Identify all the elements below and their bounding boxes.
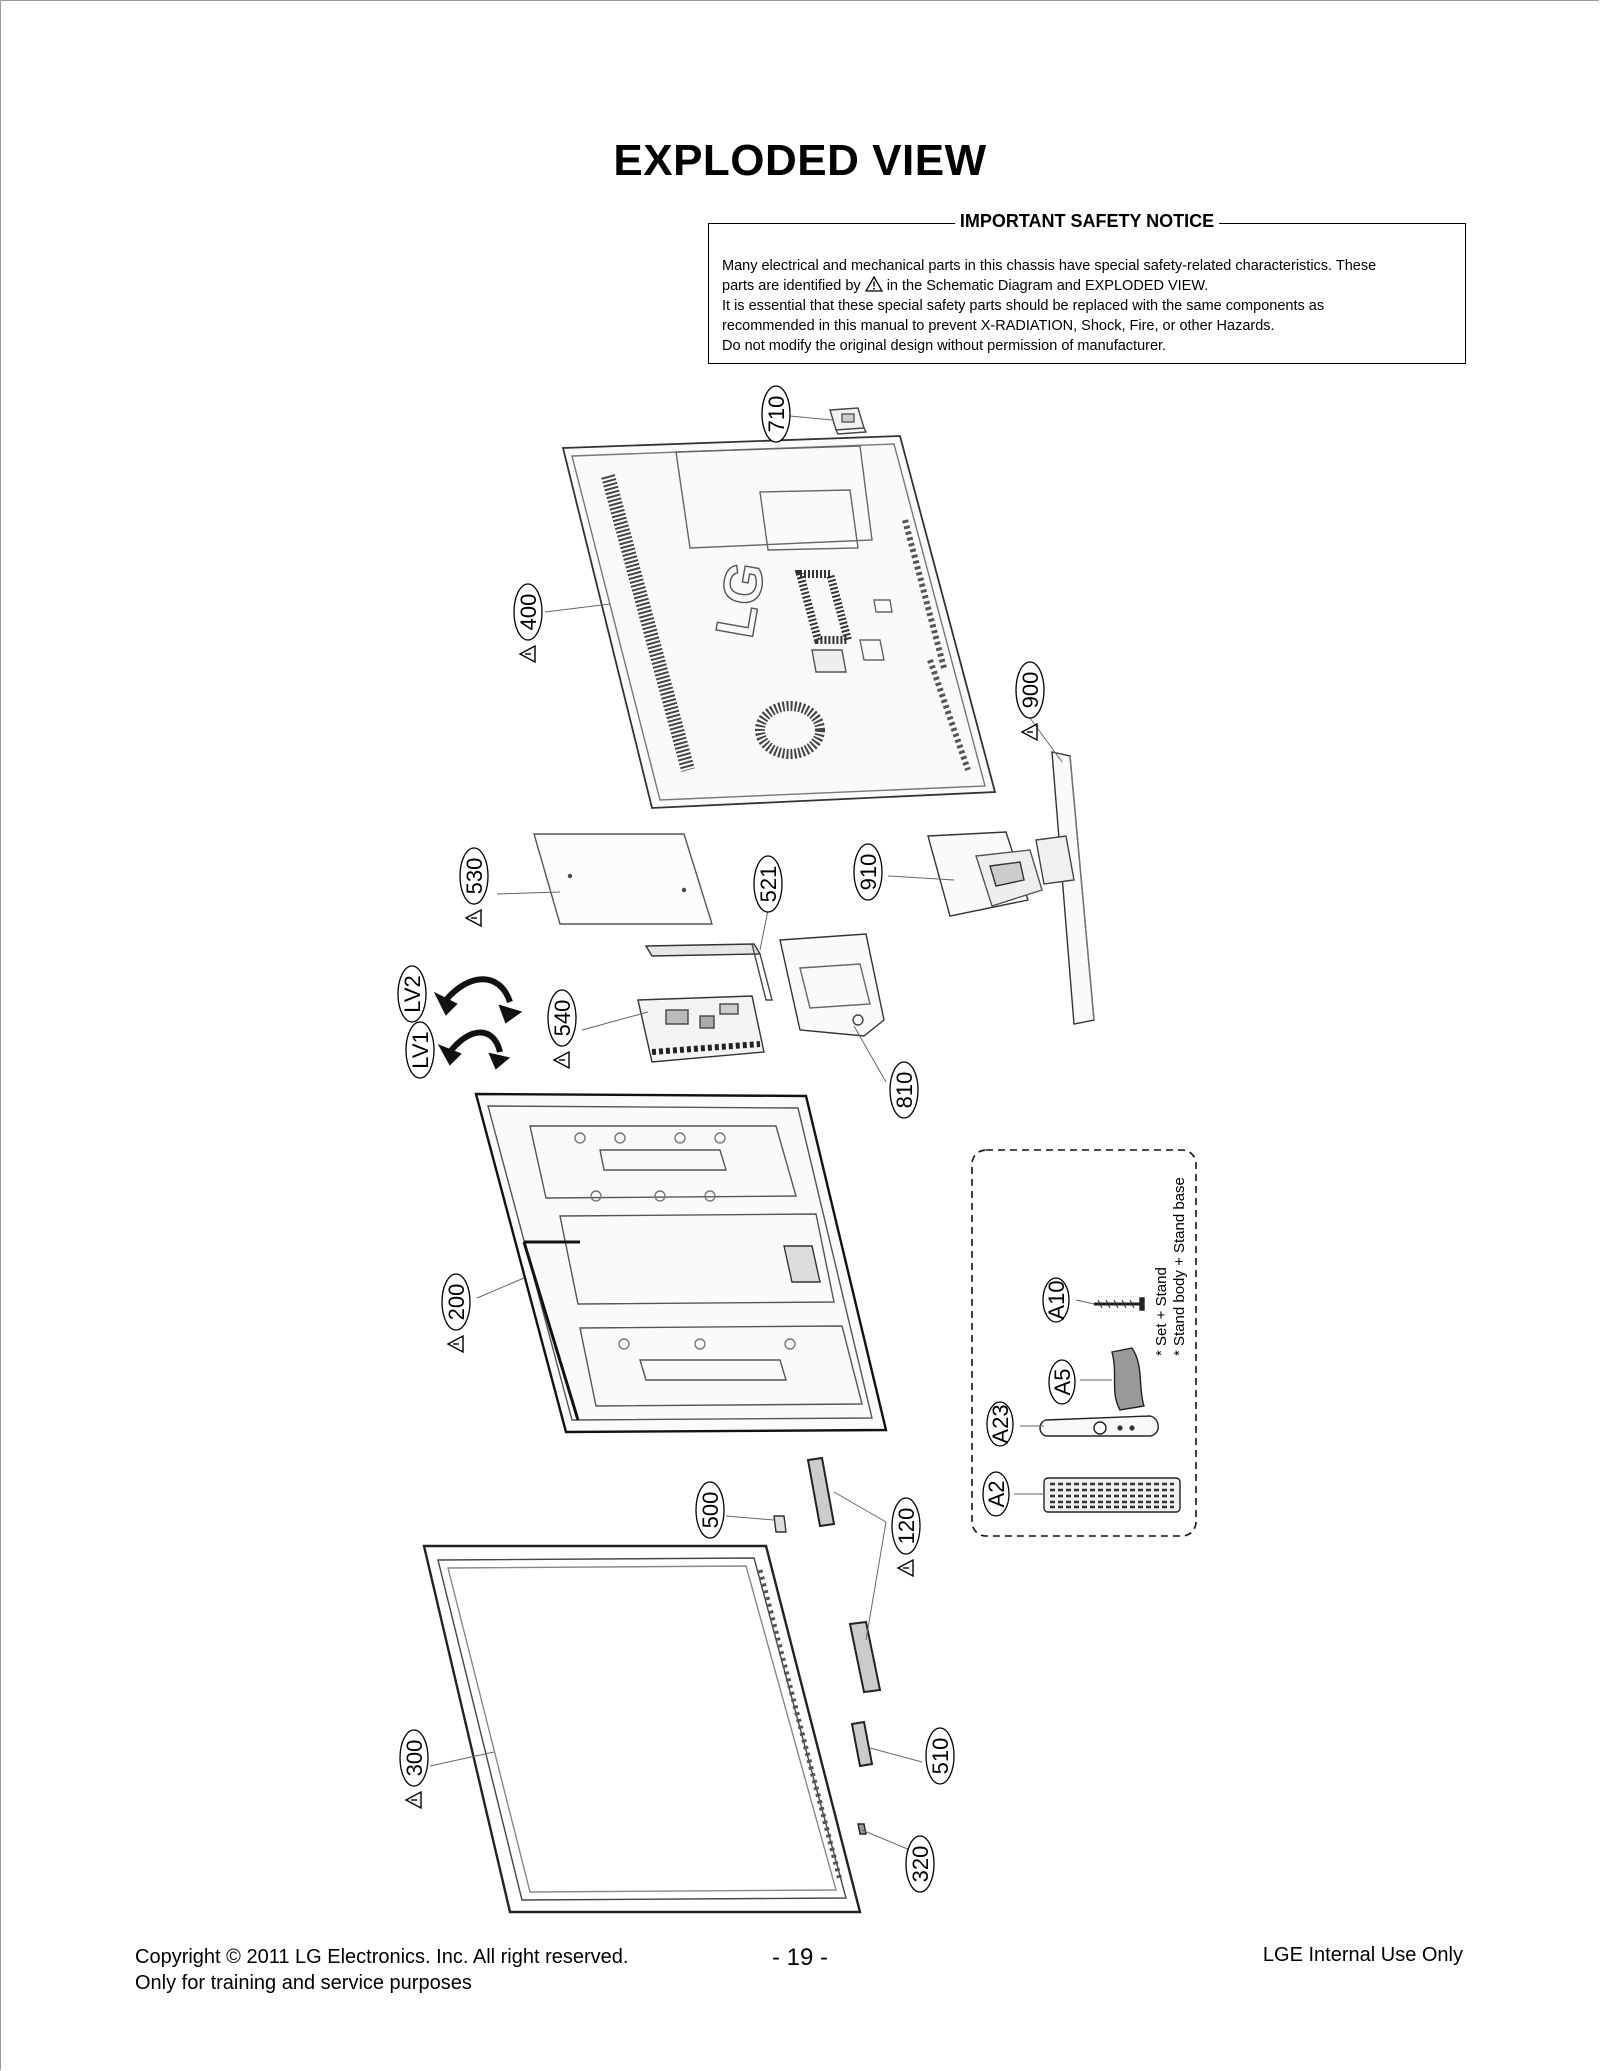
callout-910 — [854, 844, 882, 900]
footer-copyright-line2: Only for training and service purposes — [135, 1972, 472, 1994]
part-lv1-cable — [440, 1033, 508, 1069]
callout-label: 200 — [444, 1283, 469, 1321]
callout-810 — [890, 1062, 918, 1118]
accessory-note-set-stand: * Set + Stand — [1153, 1267, 1170, 1356]
callout-530 — [460, 848, 488, 926]
notice-line-2-after: in the Schematic Diagram and EXPLODED VIEW. — [886, 278, 1209, 294]
callout-label: A23 — [988, 1404, 1013, 1444]
part-810-frame — [780, 934, 884, 1036]
callout-500 — [696, 1482, 724, 1538]
callout-label: A10 — [1044, 1280, 1069, 1320]
callout-label: 710 — [764, 395, 789, 433]
callout-label: 900 — [1018, 671, 1043, 709]
callout-a23 — [987, 1402, 1013, 1446]
safety-notice-heading-text: IMPORTANT SAFETY NOTICE — [955, 211, 1219, 231]
callout-lv1 — [406, 1022, 434, 1078]
callout-label: 810 — [892, 1071, 917, 1109]
callout-label: A2 — [984, 1480, 1009, 1508]
callout-521 — [754, 856, 782, 912]
callout-label: 910 — [856, 853, 881, 891]
accessory-a10-screw — [1094, 1298, 1144, 1310]
notice-line-3: It is essential that these special safety parts should be replaced with the same components as — [722, 298, 1325, 314]
callout-510 — [926, 1728, 954, 1784]
safety-warning-icon — [448, 1336, 463, 1352]
callout-a2 — [983, 1472, 1009, 1516]
notice-line-2-before: parts are identified by — [722, 278, 861, 294]
callout-120 — [892, 1498, 920, 1576]
callout-a5 — [1049, 1360, 1075, 1404]
callout-label: 510 — [928, 1737, 953, 1775]
safety-warning-icon — [554, 1052, 569, 1068]
callout-lv2 — [398, 966, 426, 1022]
notice-line-5: Do not modify the original design without permission of manufacturer. — [722, 338, 1167, 354]
safety-warning-icon — [898, 1560, 913, 1576]
page-title: EXPLODED VIEW — [613, 136, 987, 185]
callout-label: A5 — [1050, 1368, 1075, 1396]
back-cover-logo: LG — [704, 557, 777, 643]
part-540-main-board — [638, 996, 764, 1062]
accessory-a2-remote — [1044, 1478, 1180, 1512]
callout-200 — [442, 1274, 470, 1352]
part-510-board — [852, 1722, 872, 1766]
callout-540 — [548, 990, 576, 1068]
part-300-front-cabinet — [424, 1546, 860, 1912]
callout-a10 — [1043, 1278, 1069, 1322]
callout-320 — [906, 1836, 934, 1892]
part-120-key-board — [808, 1458, 880, 1692]
part-lv2-cable — [436, 979, 520, 1022]
safety-warning-icon — [1022, 724, 1037, 740]
part-710-bracket — [830, 408, 866, 434]
callout-label: 120 — [894, 1507, 919, 1545]
callout-label: 521 — [756, 865, 781, 903]
part-200-lcd-module — [476, 1094, 886, 1432]
part-910-stand-body — [928, 832, 1042, 916]
callout-label: 530 — [462, 857, 487, 895]
callout-label: 300 — [402, 1739, 427, 1777]
page-number: - 19 - — [771, 1944, 828, 1971]
footer-copyright — [135, 1944, 628, 1996]
part-400-back-cover — [563, 436, 995, 808]
accessory-note-stand-body: * Stand body + Stand base — [1171, 1177, 1188, 1356]
callout-label: 540 — [550, 999, 575, 1037]
callout-label: LV1 — [408, 1031, 433, 1069]
notice-line-1: Many electrical and mechanical parts in this chassis have special safety-related characteristics. These — [722, 258, 1377, 274]
callout-400 — [514, 584, 542, 662]
callout-label: 400 — [516, 593, 541, 631]
part-530-shield — [534, 834, 712, 924]
callout-label: 320 — [908, 1845, 933, 1883]
callout-900 — [1016, 662, 1044, 740]
accessory-a23-magic-remote — [1040, 1416, 1158, 1436]
callout-label: LV2 — [400, 975, 425, 1013]
part-521-bracket — [646, 944, 772, 1000]
callout-label: 500 — [698, 1491, 723, 1529]
accessory-a5-cloth — [1112, 1348, 1144, 1410]
callout-300 — [400, 1730, 428, 1808]
safety-warning-icon — [466, 910, 481, 926]
notice-line-4: recommended in this manual to prevent X-RADIATION, Shock, Fire, or other Hazards. — [722, 318, 1275, 334]
part-320-clip — [858, 1824, 866, 1834]
safety-warning-icon — [520, 646, 535, 662]
callout-710 — [762, 386, 790, 442]
safety-warning-icon — [406, 1792, 421, 1808]
part-900-stand-base — [1036, 752, 1094, 1024]
footer-copyright-line1: Copyright © 2011 LG Electronics. Inc. All right reserved. — [135, 1946, 629, 1968]
footer-internal-use: LGE Internal Use Only — [1262, 1944, 1463, 1966]
part-500-small-board — [774, 1516, 786, 1532]
